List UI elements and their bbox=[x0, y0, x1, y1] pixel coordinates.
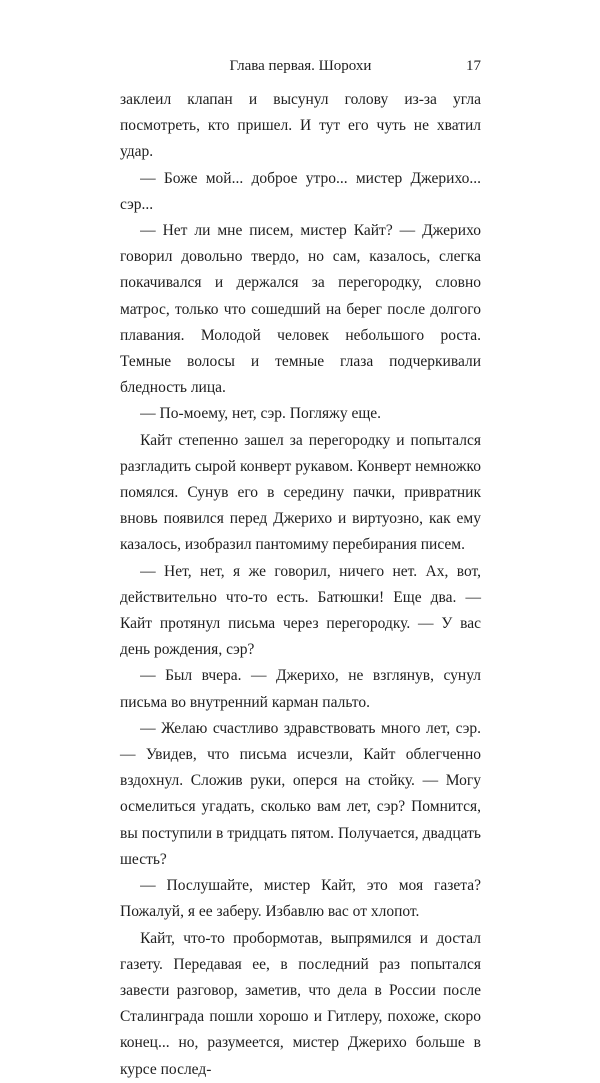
page-number: 17 bbox=[466, 58, 481, 74]
chapter-title: Глава первая. Шорохи bbox=[229, 58, 372, 74]
paragraph-continued: заклеил клапан и высунул голову из-за угла посмотреть, кто пришел. И тут его чуть не хватил удар. bbox=[120, 91, 481, 161]
paragraph: — Послушайте, мистер Кайт, это моя газета? Пожалуй, я ее заберу. Избавлю вас от хлопот. bbox=[120, 877, 481, 921]
running-header bbox=[120, 55, 481, 77]
paragraph: — Нет, нет, я же говорил, ничего нет. Ах, вот, действительно что-то есть. Батюшки! Еще два. — Кайт протянул письма через перегородку. — У вас день рождения, сэр? bbox=[120, 562, 481, 659]
paragraph: — Был вчера. — Джерихо, не взглянув, сунул письма во внутренний карман пальто. bbox=[120, 667, 481, 711]
paragraph: Кайт, что-то пробормотав, выпрямился и достал газету. Передавая ее, в последний раз попытался завести разговор, заметив, что дела в России после Сталинграда пошли хорошо и Гитлеру, похоже, скоро конец... но, разумеется, мистер Джерихо больше в курсе послед- bbox=[120, 929, 481, 1078]
paragraph: Кайт степенно зашел за перегородку и попытался разгладить сырой конверт рукавом. Конверт немножко помялся. Сунув его в середину пачки, привратник вновь появился перед Джерихо и виртуозно, как ему казалось, изобразил пантомиму перебирания писем. bbox=[120, 431, 481, 554]
paragraph: — По-моему, нет, сэр. Погляжу еще. bbox=[140, 405, 382, 423]
paragraph: — Боже мой... доброе утро... мистер Джерихо... сэр... bbox=[120, 169, 481, 213]
paragraph: — Желаю счастливо здравствовать много лет, сэр. — Увидев, что письма исчезли, Кайт облегченно вздохнул. Сложив руки, оперся на стойку. — Могу осмелиться угадать, сколько вам лет, сэр? Помнится, вы поступили в тридцать пятом. Получается, двадцать шесть? bbox=[120, 719, 481, 868]
body-text bbox=[120, 87, 481, 1083]
paragraph: — Нет ли мне писем, мистер Кайт? — Джерихо говорил довольно твердо, но сам, казалось, слегка покачивался и держался за перегородку, словно матрос, только что сошедший на берег после долгого плавания. Молодой человек небольшого роста. Темные волосы и темные глаза подчеркивали бледность лица. bbox=[120, 222, 481, 397]
